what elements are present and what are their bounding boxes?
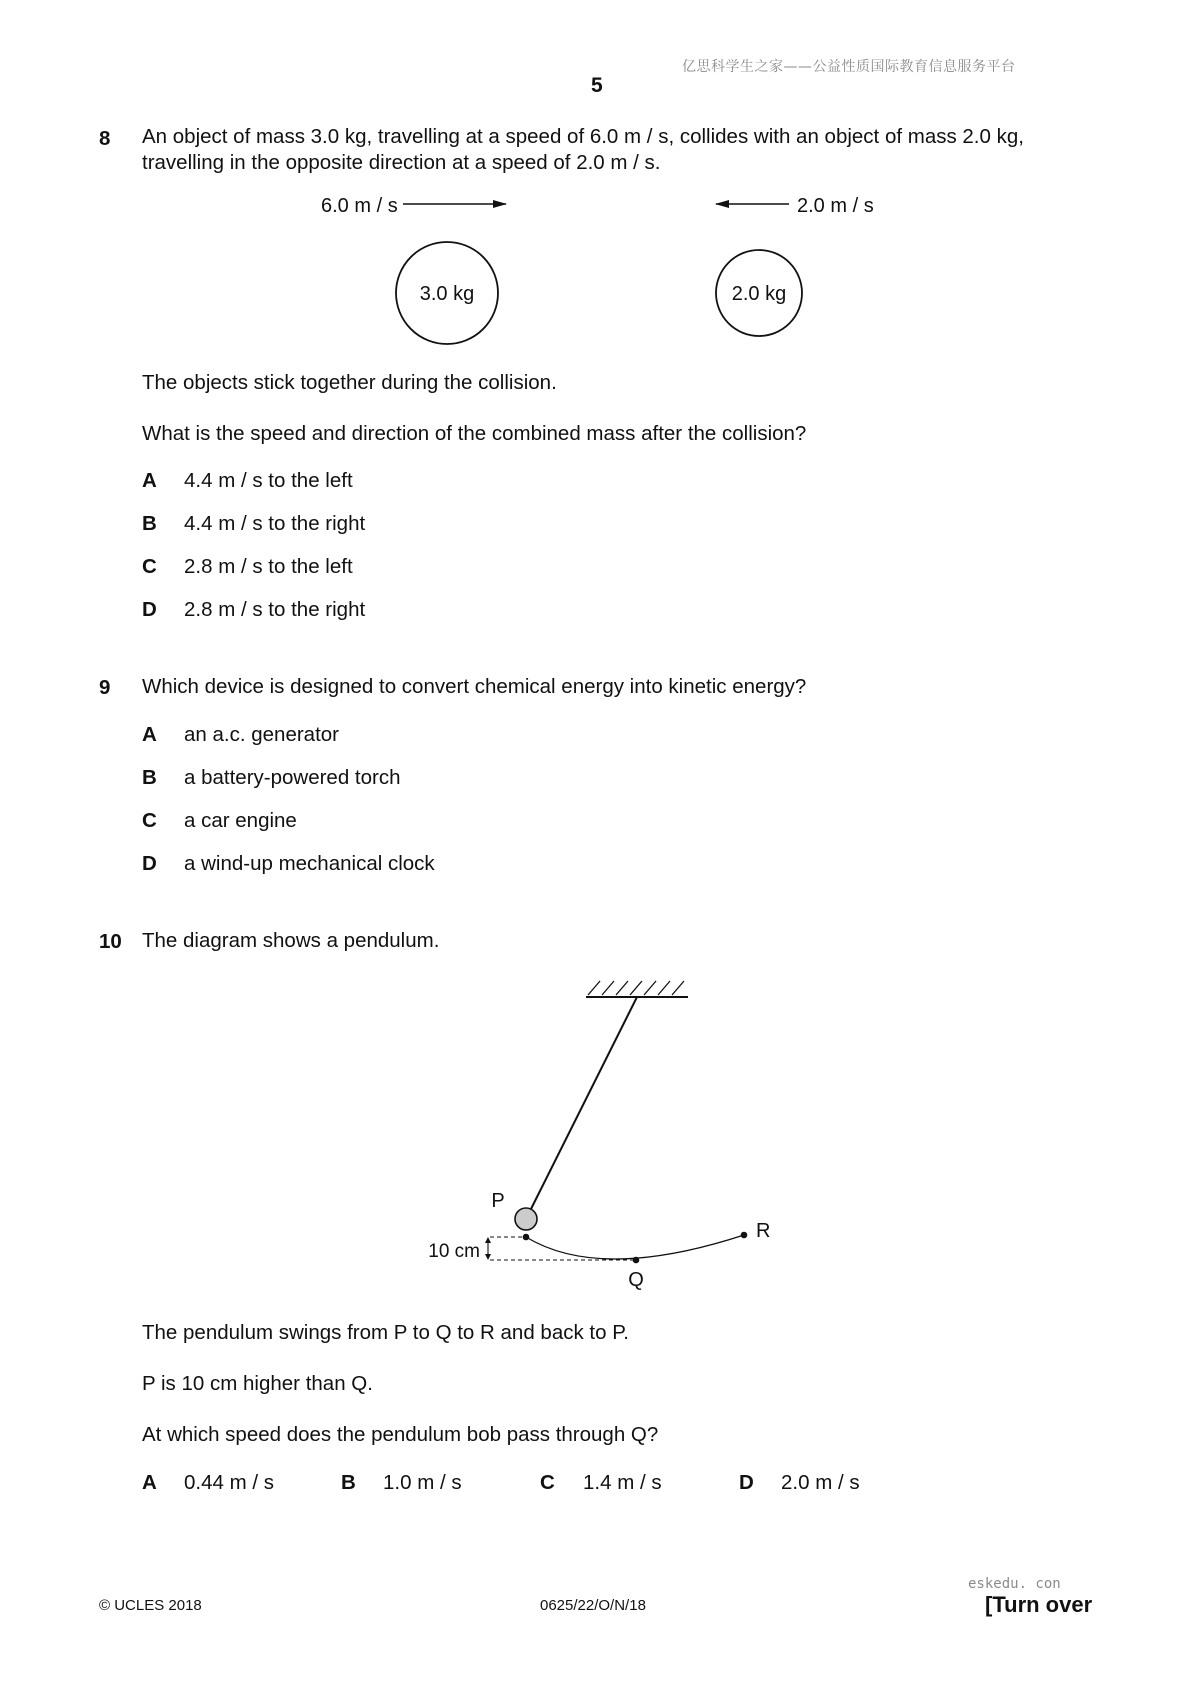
pendulum-bob [515, 1208, 537, 1230]
question-number: 10 [99, 930, 122, 953]
option-text: an a.c. generator [184, 723, 339, 746]
pendulum-diagram [400, 975, 800, 1295]
question-prompt: Which device is designed to convert chemical energy into kinetic energy? [142, 675, 807, 698]
ceiling-hatching [588, 981, 684, 995]
page-number: 5 [591, 74, 603, 97]
footer-paper-code: 0625/22/O/N/18 [540, 1597, 646, 1614]
swing-description: The pendulum swings from P to Q to R and back to P. [142, 1321, 629, 1344]
header-watermark: 亿思科学生之家——公益性质国际教育信息服务平台 [682, 59, 1016, 75]
pendulum-string [530, 997, 637, 1211]
option-text: a wind-up mechanical clock [184, 852, 435, 875]
question-stem-line1: An object of mass 3.0 kg, travelling at a speed of 6.0 m / s, collides with an object of mass 2.0 kg, [142, 125, 1024, 148]
option-letter: B [142, 512, 157, 535]
option-text: 4.4 m / s to the left [184, 469, 353, 492]
left-speed-label: 6.0 m / s [321, 195, 398, 217]
option-text: a battery-powered torch [184, 766, 401, 789]
option-text: 0.44 m / s [184, 1471, 275, 1494]
footer-site-watermark: eskedu. con [968, 1576, 1061, 1592]
stick-together-line: The objects stick together during the collision. [142, 371, 557, 394]
left-mass-label: 3.0 kg [419, 283, 475, 305]
footer-copyright: © UCLES 2018 [99, 1597, 202, 1614]
option-letter: B [142, 766, 157, 789]
option-text: 1.0 m / s [383, 1471, 462, 1494]
option-letter: D [142, 598, 157, 621]
label-r: R [756, 1220, 771, 1242]
option-letter: A [142, 723, 157, 746]
option-text: a car engine [184, 809, 297, 832]
option-letter: A [142, 1471, 157, 1494]
option-letter: D [739, 1471, 754, 1494]
option-letter: C [142, 809, 157, 832]
turn-over-label: [Turn over [985, 1592, 1093, 1617]
swing-arc [526, 1235, 744, 1259]
question-prompt: What is the speed and direction of the combined mass after the collision? [142, 422, 807, 445]
question-number: 9 [99, 676, 111, 699]
point-r [741, 1232, 748, 1239]
option-text: 1.4 m / s [583, 1471, 662, 1494]
collision-diagram [300, 190, 900, 350]
option-text: 2.8 m / s to the left [184, 555, 353, 578]
question-stem-line2: travelling in the opposite direction at a speed of 2.0 m / s. [142, 151, 661, 174]
question-prompt: At which speed does the pendulum bob pass through Q? [142, 1423, 659, 1446]
label-p: P [491, 1190, 505, 1212]
option-text: 2.0 m / s [781, 1471, 860, 1494]
option-letter: C [540, 1471, 555, 1494]
option-text: 2.8 m / s to the right [184, 598, 366, 621]
pendulum-intro: The diagram shows a pendulum. [142, 929, 440, 952]
option-letter: C [142, 555, 157, 578]
option-letter: A [142, 469, 157, 492]
question-number: 8 [99, 127, 111, 150]
right-speed-label: 2.0 m / s [797, 195, 874, 217]
label-q: Q [628, 1269, 644, 1291]
option-letter: D [142, 852, 157, 875]
height-statement: P is 10 cm higher than Q. [142, 1372, 373, 1395]
option-text: 4.4 m / s to the right [184, 512, 366, 535]
option-letter: B [341, 1471, 356, 1494]
right-mass-label: 2.0 kg [731, 283, 787, 305]
height-label: 10 cm [428, 1241, 480, 1262]
